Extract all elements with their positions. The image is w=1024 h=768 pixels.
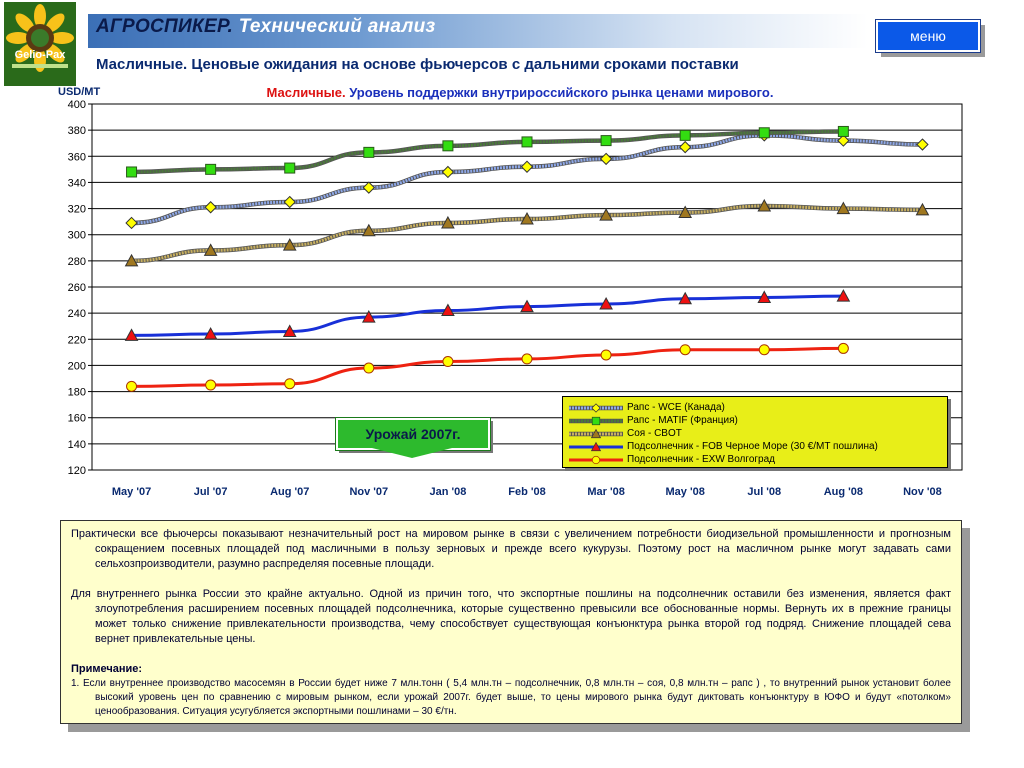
y-axis-label: USD/MT [58,86,101,98]
y-tick-label: 200 [67,360,86,373]
data-point [285,163,295,173]
legend-swatch [567,440,625,454]
x-tick-label: May '07 [111,486,152,498]
commentary-paragraph-1: Практически все фьючерсы показывают незначительный рост на мировом рынке в связи с увеличением потребности биодизельной промышленности и прогнозным сокращением посевных площадей под масличными в пользу зерновых и прежде всего кукурузы. Поэтому рост на масличном рынке могут задавать сами сельхозпроизводители, разумно распределяя посевные площади. [71,528,951,570]
y-tick-label: 380 [67,125,86,138]
x-tick-label: Feb '08 [508,486,546,498]
y-tick-label: 180 [67,386,86,399]
legend-item-5 [563,453,947,467]
legend-item-2 [563,414,947,428]
data-point [364,147,374,157]
data-point [838,343,848,353]
legend-marker [592,417,600,425]
y-tick-labels [68,99,86,477]
logo-text: Gelio-Pax [14,49,66,61]
legend-label: Соя - CBOT [627,428,682,439]
menu-button[interactable]: меню [876,20,980,52]
data-point [680,130,690,140]
data-point [680,345,690,355]
legend-item-1 [563,401,947,415]
note-item-1: 1. Если внутреннее производство масосемян в России будет ниже 7 млн.тонн ( 5,4 млн.тн – подсолнечник, 0,8 млн.тн – соя, 0,8 млн.тн – рапс ) , то внутренний рынок установит более высокий уровень цен по сравнению с мировым рынком, если урожай 2007г. будет выше, то цены мирового рынка будут диктовать конъюнктуру в ЮФО и будут «потолком» ценообразования. Ситуация усугубляется экспортными пошлинами – 30 €/тн. [71,678,951,717]
y-tick-label: 340 [67,177,86,190]
data-point [206,164,216,174]
y-tick-label: 120 [67,465,86,477]
legend-item-3 [563,427,947,441]
x-tick-label: Nov '08 [903,486,942,498]
data-point [522,137,532,147]
y-tick-label: 260 [67,282,86,294]
x-tick-label: Jul '08 [747,486,782,498]
x-tick-label: Aug '08 [823,486,864,498]
legend-marker [592,456,600,464]
harvest-annotation-arrow [372,448,452,458]
legend-label: Рапс - MATIF (Франция) [627,415,738,426]
chart-legend [562,396,948,468]
commentary-paragraph-2: Для внутреннего рынка России это крайне актуально. Одной из причин того, что экспортные пошлины на подсолнечник оставили без изменения, является факт злоупотребления расширением посевных площадей подсолнечника, которые существенно превысили все обоснованные нормы. Вернуть их в прежние границы может только снижение привлекательности производства, чему способствует существующая конъюнктура рынка второй год подряд. Снижение площадей сева вернет привлекательные цены. [71,588,951,645]
data-point [127,381,137,391]
data-point [443,141,453,151]
y-tick-label: 320 [67,203,86,216]
legend-marker [592,404,600,412]
legend-item-4 [563,440,947,454]
data-point [759,345,769,355]
y-tick-label: 360 [67,151,86,164]
chart-title [267,85,774,100]
harvest-annotation: Урожай 2007г. [336,418,490,450]
y-tick-label: 160 [67,412,86,425]
y-tick-label: 140 [67,438,86,451]
section-name: Технический анализ [233,16,436,37]
brand-name: АГРОСПИКЕР. [96,16,234,37]
legend-swatch [567,453,625,467]
x-tick-label: Jul '07 [193,486,228,498]
data-point [285,379,295,389]
x-tick-label: Jan '08 [429,486,467,498]
x-tick-label: Nov '07 [349,486,389,498]
legend-label: Подсолнечник - EXW Волгоград [627,454,775,465]
y-tick-label: 280 [67,255,86,268]
data-point [601,350,611,360]
x-tick-label: Aug '07 [270,486,310,498]
legend-swatch [567,414,625,428]
data-point [759,128,769,138]
note-title: Примечание: [71,663,143,675]
chart-title-main: Уровень поддержки внутрироссийского рынка ценами мирового. [345,85,774,100]
data-point [206,380,216,390]
y-tick-label: 240 [67,308,86,321]
legend-label: Рапс - WCE (Канада) [627,402,725,413]
data-point [364,363,374,373]
data-point [522,354,532,364]
data-point [443,357,453,367]
legend-label: Подсолнечник - FOB Черное Море (30 €/MT пошлина) [627,441,878,452]
page-title: Масличные. Ценовые ожидания на основе фьючерсов с дальними сроками поставки [96,56,739,73]
legend-swatch [567,401,625,415]
data-point [838,126,848,136]
data-point [127,167,137,177]
x-tick-label: May '08 [665,486,705,498]
data-point [601,136,611,146]
y-tick-label: 220 [67,334,86,347]
commentary-panel [60,520,962,724]
y-tick-label: 300 [67,229,86,242]
chart-title-prefix: Масличные. [266,85,346,100]
legend-swatch [567,427,625,441]
x-tick-label: Mar '08 [587,486,625,498]
y-tick-label: 400 [67,99,86,111]
